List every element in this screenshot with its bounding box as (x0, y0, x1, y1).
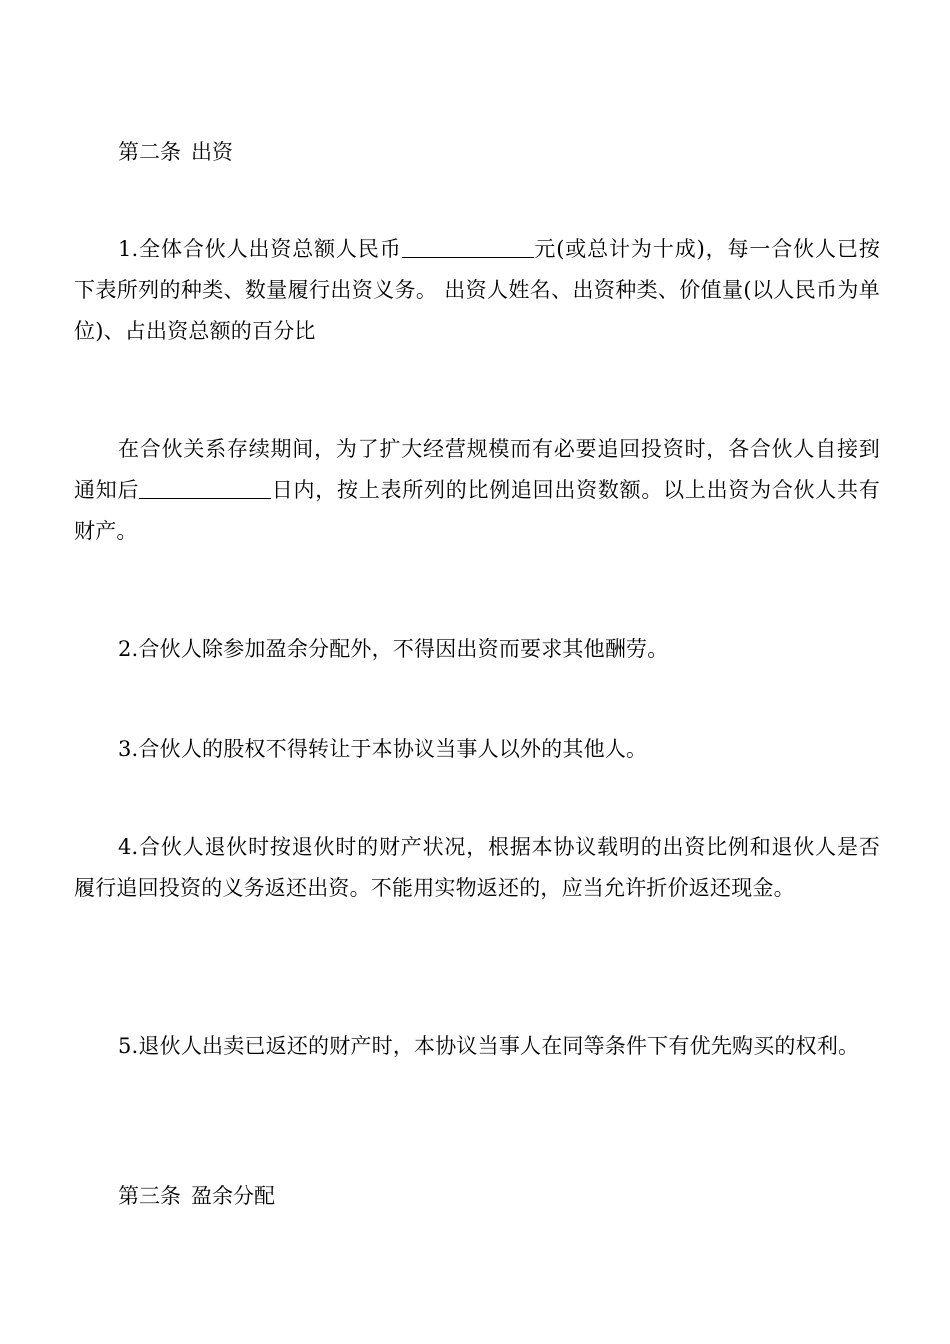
paragraph-1-text-after: 元(或总计为十成)，每一合伙人已按下表所列的种类、数量履行出资义务。 出资人姓名、出资种类、价值量(以人民币为单位)、占出资总额的百分比 (74, 237, 880, 343)
paragraph-2-no-remuneration: 2.合伙人除参加盈余分配外，不得因出资而要求其他酬劳。 (118, 637, 669, 661)
article-2-title: 出资 (191, 140, 233, 164)
recall-text-before: 在合伙关系存续期间，为了扩大经营规模而有必要追回投资时，各合伙人自接到通知后 (74, 437, 880, 502)
article-3-heading (118, 1176, 275, 1217)
amount-blank (402, 236, 534, 258)
paragraph-3-share-transfer: 3.合伙人的股权不得转让于本协议当事人以外的其他人。 (118, 737, 648, 761)
days-blank (139, 477, 271, 499)
article-3-number: 第三条 (118, 1184, 181, 1208)
article-2-number: 第二条 (118, 140, 181, 164)
article-2-heading (118, 132, 233, 173)
paragraph-5-preemptive-right: 5.退伙人出卖已返还的财产时，本协议当事人在同等条件下有优先购买的权利。 (118, 1034, 860, 1058)
paragraph-1-text-before: 1.全体合伙人出资总额人民币 (118, 237, 402, 261)
paragraph-recall-investment (74, 429, 880, 552)
paragraph-1-total-contribution (74, 229, 880, 352)
article-3-title: 盈余分配 (191, 1184, 275, 1208)
paragraph-4-withdrawal-refund: 4.合伙人退伙时按退伙时的财产状况，根据本协议载明的出资比例和退伙人是否履行追回投资的义务返还出资。不能用实物返还的，应当允许折价返还现金。 (74, 835, 880, 900)
recall-text-after: 日内，按上表所列的比例追回出资数额。以上出资为合伙人共有财产。 (74, 478, 880, 543)
